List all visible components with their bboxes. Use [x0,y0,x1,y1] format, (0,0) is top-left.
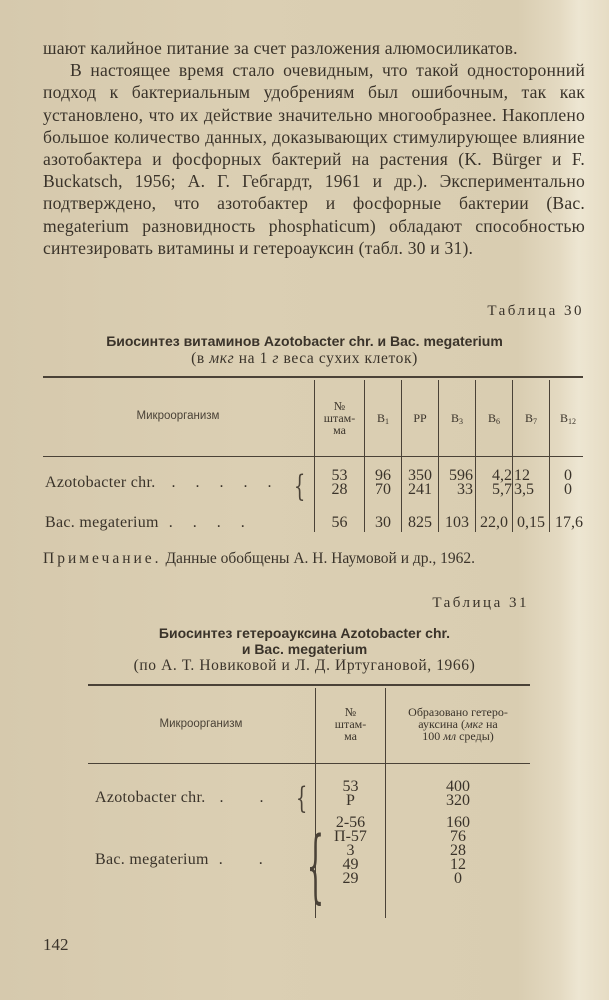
paragraph-1: шают калийное питание за счет разложения алюмосиликатов. [43,38,518,58]
table-30-label: Таблица 30 [487,303,584,319]
col-header-b7: $B_7$ [524,411,537,426]
col-header-heteroauxin: Образовано гетеро- ауксина (мкг на 100 мл среды) [408,705,508,743]
table-30-row-azotobacter: Azotobacter chr. . . . . . [45,474,280,491]
col-header-organism: Микроорганизм [136,410,220,422]
page-number: 142 [43,935,69,954]
table-30-title: Биосинтез витаминов Azotobacter chr. и Bac. megaterium [106,333,503,349]
col-header-b1: $B_1$ [376,411,389,426]
paragraph-2: В настоящее время стало очевидным, что такой односторонний подход к бактериальным удобрениям был ошибочным, так как установлено, что их действие значительно многообразнее. Накоплено большое количество данных, доказывающих стимулирующее влияние азотобактера и фосфорных бактерий на растения (K. Bürger и F. Buckatsch, 1956; А. Г. Гебгардт, 1961 и др.). Экспериментально подтверждено, что азотобактер и фосфорные бактерии (Bac. megaterium разновидность phosphaticum) обладают способностью синтезировать витамины и гетероауксин (табл. 30 и 31). [43,60,585,258]
table-31-title-line1: Биосинтез гетероауксина Azotobacter chr. [158,625,451,641]
table-31-subtitle: (по А. Т. Новиковой и Л. Д. Иртугановой, 1966) [133,657,476,674]
col-header-b3: $B_3$ [450,411,463,426]
col-header-strain: № штам- ма [334,705,367,743]
col-header-pp: PP [413,411,427,425]
brace-icon: { [293,469,306,504]
book-page: шают калийное питание за счет разложения алюмосиликатов. В настоящее время стало очевидным, что такой односторонний подход к бактериальным удобрениям был ошибочным, так как установлено, что их действие значительно многообразнее. Накоплено большое количество данных, доказывающих стимулирующее влияние азотобактера и фосфорных бактерий на растения (K. Bürger и F. Buckatsch, 1956; А. Г. Гебгардт, 1961 и др.). Экспериментально подтверждено, что азотобактер и фосфорные бактерии (Bac. megaterium разновидность phosphaticum) обладают способностью синтезировать витамины и гетероауксин (табл. 30 и 31). Таблица 30 Биосинтез витаминов Azotobacter chr. и Bac. megaterium (в мкг на 1 г веса сухих клеток) Микроорганизм № штам- ма $B_1$ PP $B_3$ $B_6$ $B_7$ $B_{12}$ Azotobacter chr. . . . . . { 53 28 96 70 350 241 596 33 4,2 5,7 12 3,5 0 0 Bac. megaterium . . . . 56 30 825 103 22,0 0,15 17,6 Примечание. Данные обобщены А. Н. Наумовой и др., 1962. Таблица 31 Биосинтез гетероауксина Azotobacter chr. и Bac. megaterium (по А. Т. Новиковой и Л. Д. Иртугановой, 1966) Микроорганизм № штам- ма Образовано гетеро- ауксина (мкг на 100 мл среды) Azotobacter chr. . . { 53 Р 400 320 Bac. megaterium . . { 2-56 П-57 3 49 29 160 76 28 12 0 142 [0,0,609,1000]
brace-icon: { [306,819,325,912]
table-31-row-megaterium: Bac. megaterium . . [95,851,279,868]
table-31-label: Таблица 31 [432,595,529,611]
col-header-b12: $B_{12}$ [559,411,576,426]
body-text [43,37,585,259]
col-header-b6: $B_6$ [487,411,500,426]
table-30-subtitle: (в мкг на 1 г веса сухих клеток) [191,350,418,367]
table-31-title-line2: и Bac. megaterium [241,641,368,657]
col-header-strain: № штам- ма [323,399,356,437]
table-30-row-megaterium: Bac. megaterium . . . . [45,514,253,531]
brace-icon: { [295,781,308,816]
table-31-row-azotobacter: Azotobacter chr. . . [95,789,280,806]
table-30-note: Примечание. Данные обобщены А. Н. Наумовой и др., 1962. [43,550,476,567]
col-header-organism: Микроорганизм [159,718,243,730]
